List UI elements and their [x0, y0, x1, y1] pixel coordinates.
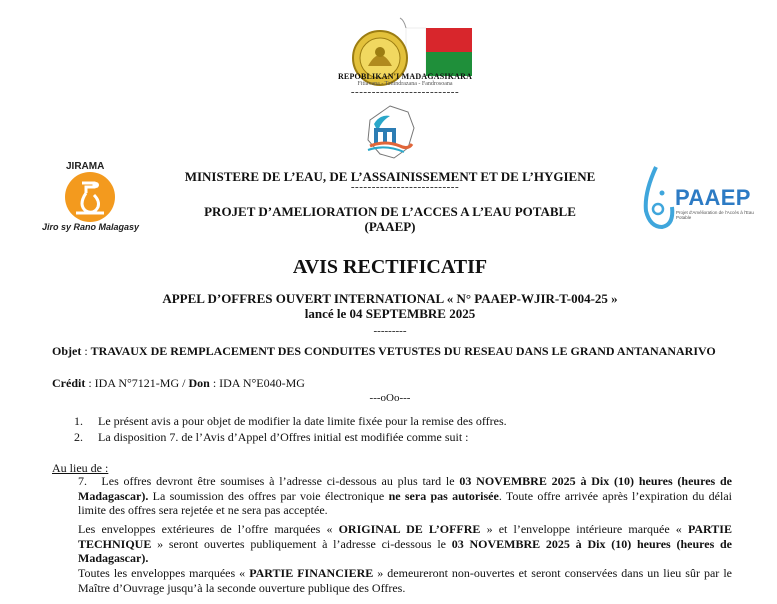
don-label: Don [188, 376, 210, 390]
bold-run: ORIGINAL DE L’OFFRE [338, 522, 481, 536]
jirama-tagline: Jiro sy Rano Malagasy [42, 222, 140, 232]
provision-number: 7. [78, 474, 87, 488]
list-item-number: 2. [74, 430, 83, 444]
opening-date-text: 03 NOVEMBRE 2025 à Dix (10) heures (heures de Madagascar). [78, 536, 733, 566]
don-value: : IDA N°E040-MG [209, 376, 305, 390]
list-item-text: La disposition 7. de l’Avis d’Appel d’Offres initial est modifiée comme suit : [98, 430, 469, 444]
jirama-name: JIRAMA [66, 161, 105, 172]
paaep-name: PAAEP [675, 185, 751, 210]
project-name [140, 204, 640, 234]
separator-dashes: --------- [373, 325, 407, 337]
text-run: » seront ouvertes publiquement à l’adresse ci-dessous le [151, 536, 452, 551]
project-line-1: PROJET D’AMELIORATION DE L’ACCES A L’EAU POTABLE [204, 204, 576, 219]
provision-7-paragraph [78, 474, 732, 518]
tender-reference [90, 291, 690, 321]
tender-reference-line-1: APPEL D’OFFRES OUVERT INTERNATIONAL « N° PAAEP-WJIR-T-004-25 » [162, 291, 618, 306]
text-run: Les enveloppes extérieures de l’offre marquées « [78, 522, 339, 536]
tender-reference-line-2: lancé le 04 SEPTEMBRE 2025 [304, 306, 476, 321]
envelope-paragraph [78, 522, 732, 566]
text-run: Toutes les enveloppes marquées « [78, 566, 250, 580]
list-item [74, 414, 734, 428]
text-run: » et l’enveloppe intérieure marquée « [480, 522, 688, 536]
credit-value: : IDA N°7121-MG / [85, 376, 189, 390]
document-title: AVIS RECTIFICATIF [292, 256, 488, 278]
credit-label: Crédit [52, 376, 86, 390]
deadline-text: 03 NOVEMBRE 2025 à Dix (10) heures (heures de Madagascar). [78, 474, 732, 503]
jirama-logo-icon [64, 171, 116, 223]
credit-line [52, 376, 730, 390]
object-sep: : [81, 344, 91, 358]
bold-run: PARTIE FINANCIERE [249, 566, 374, 580]
separator-ooo: ---oOo--- [369, 392, 411, 404]
paaep-subtitle: Projet d'Amélioration de l'Accès à l'Eau Potable [676, 210, 754, 220]
separator-dashes: -------------------------- [350, 181, 460, 193]
seal-motto: Fitiavana - Tanindrazana - Fandrosoana [357, 81, 453, 87]
seal-caption: REPOBLIKAN'I MADAGASIKARA [337, 72, 473, 81]
text-run: . Toute offre arrivée après l’expiration du délai limite des offres sera rejetée et ne sera pas acceptée. [78, 488, 732, 518]
object-label: Objet [52, 344, 82, 358]
object-line [52, 344, 730, 358]
au-lieu-heading: Au lieu de : [52, 461, 109, 475]
list-item [74, 430, 734, 444]
text-run: Les offres devront être soumises à l’adresse ci-dessous au plus tard le [101, 474, 460, 488]
bold-run: ne sera pas autorisée [388, 488, 499, 503]
text-run: La soumission des offres par voie électronique [148, 488, 389, 503]
text-run: » demeureront non-ouvertes et seront conservées dans un lieu sûr par le Maître d’Ouvrage jusqu’à la seconde ouverture publique des Offres. [78, 566, 732, 595]
list-item-number: 1. [74, 414, 83, 428]
project-line-2: (PAAEP) [364, 219, 416, 234]
list-item-text: Le présent avis a pour objet de modifier la date limite fixée pour la remise des offres. [98, 414, 507, 428]
separator-dashes: -------------------------- [350, 86, 460, 98]
bold-run: PARTIE TECHNIQUE [78, 522, 732, 551]
financial-envelope-paragraph [78, 566, 732, 595]
ministry-name: MINISTERE DE L’EAU, DE L’ASSAINISSEMENT ET DE L’HYGIENE [184, 169, 596, 184]
ministry-emblem-icon [360, 104, 420, 160]
object-text: TRAVAUX DE REMPLACEMENT DES CONDUITES VETUSTES DU RESEAU DANS LE GRAND ANTANANARIVO [90, 344, 716, 358]
